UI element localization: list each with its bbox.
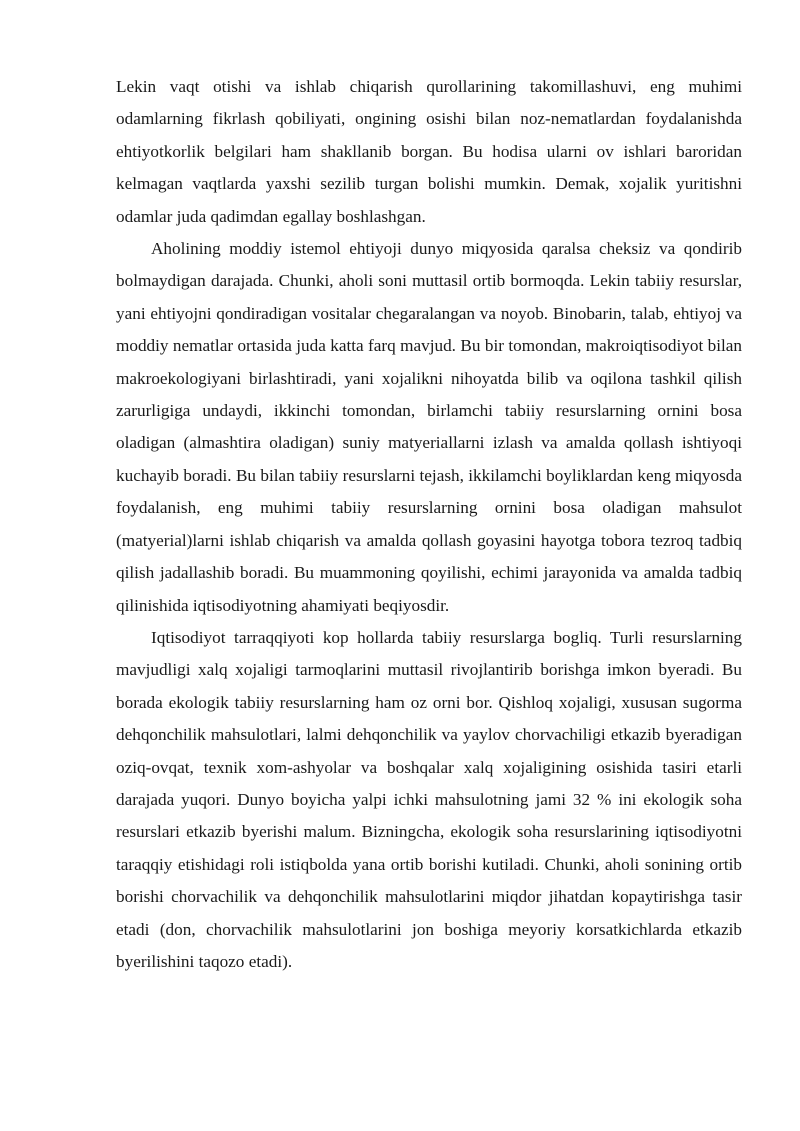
paragraph-2: Aholining moddiy istemol ehtiyoji dunyo miqyosida qaralsa cheksiz va qondirib bolmaydigan darajada. Chunki, aholi soni muttasil ortib bormoqda. Lekin tabiiy resurslar, yani ehtiyojni qondiradigan vositalar chegaralangan va noyob. Binobarin, talab, ehtiyoj va moddiy nematlar ortasida juda katta farq mavjud. Bu bir tomondan, makroiqtisodiyot bilan makroekologiyani birlashtiradi, yani xojalikni nihoyatda bilib va oqilona tashkil qilish zarurligiga undaydi, ikkinchi tomondan, birlamchi tabiiy resurslarning ornini bosa oladigan (almashtira oladigan) suniy matyeriallarni izlash va amalda qollash ishtiyoqi kuchayib boradi. Bu bilan tabiiy resurslarni tejash, ikkilamchi boyliklardan keng miqyosda foydalanish, eng muhimi tabiiy resurslarning ornini bosa oladigan mahsulot (matyerial)larni ishlab chiqarish va amalda qollash goyasini hayotga tobora tezroq tadbiq qilish jadallashib boradi. Bu muammoning qoyilishi, echimi jarayonida va amalda tadbiq qilinishida iqtisodiyotning ahamiyati beqiyosdir. xyxy=(116,239,742,615)
paragraph-3: Iqtisodiyot tarraqqiyoti kop hollarda tabiiy resurslarga bogliq. Turli resurslarning mavjudligi xalq xojaligi tarmoqlarini muttasil rivojlantirib borishga imkon byeradi. Bu borada ekologik tabiiy resurslarning ham oz orni bor. Qishloq xojaligi, xususan sugorma dehqonchilik mahsulotlari, lalmi dehqonchilik va yaylov chorvachiligi etkazib byeradigan oziq-ovqat, texnik xom-ashyolar va boshqalar xalq xojaligining osishida tasiri etarli darajada yuqori. Dunyo boyicha yalpi ichki mahsulotning jami 32 % ini ekologik soha resurslari etkazib byerishi malum. Bizningcha, ekologik soha resurslarining iqtisodiyotni taraqqiy etishidagi roli istiqbolda yana ortib borishi kutiladi. Chunki, aholi sonining ortib borishi chorvachilik va dehqonchilik mahsulotlarini miqdor jihatdan kopaytirishga tasir etadi (don, chorvachilik mahsulotlarini jon boshiga meyoriy korsatkichlarda etkazib byerilishini taqozo etadi). xyxy=(116,627,742,971)
document-body xyxy=(116,71,742,978)
paragraph-1: Lekin vaqt otishi va ishlab chiqarish qurollarining takomillashuvi, eng muhimi odamlarning fikrlash qobiliyati, ongining osishi bilan noz-nematlardan foydalanishda ehtiyotkorlik belgilari ham shakllanib borgan. Bu hodisa ularni ov ishlari baroridan kelmagan vaqtlarda yaxshi sezilib turgan bolishi mumkin. Demak, xojalik yuritishni odamlar juda qadimdan egallay boshlashgan. xyxy=(116,77,742,226)
